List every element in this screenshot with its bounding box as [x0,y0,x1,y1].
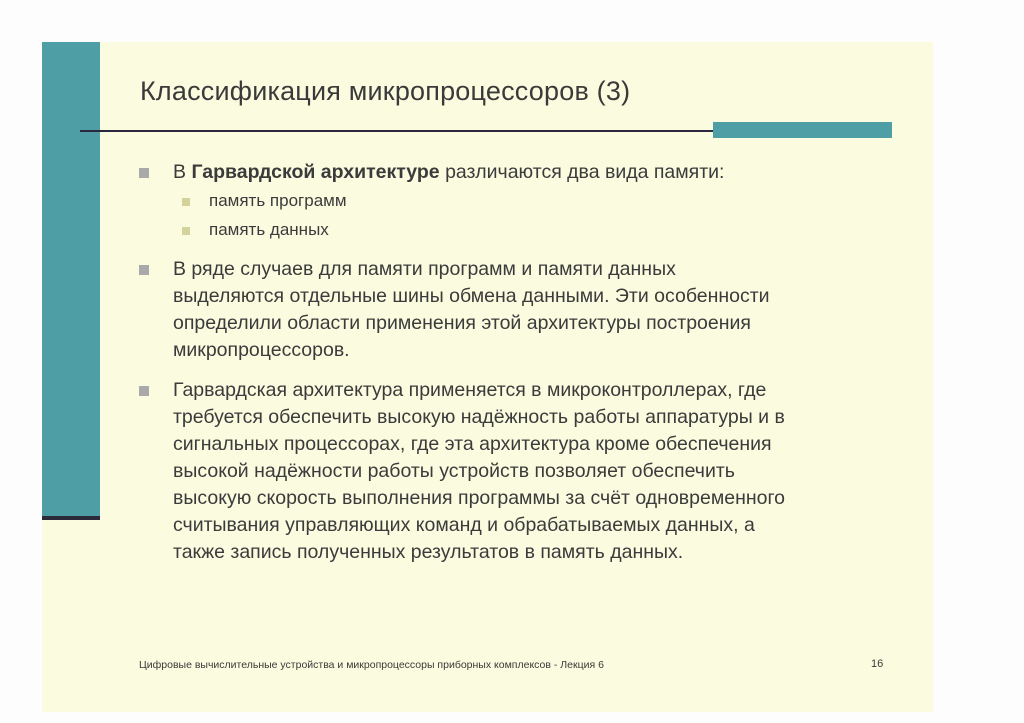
bullet-1 [139,159,879,186]
title-accent-block [713,122,892,138]
bullet-2-line-3: определили области применения этой архитектуры построения [173,312,751,334]
sub-bullet-1-text: память программ [209,191,347,210]
bullet-2-line-1: В ряде случаев для памяти программ и памяти данных [173,258,676,280]
bullet-square-icon [139,265,149,275]
bullet-3-line-7: также запись полученных результатов в память данных. [173,541,684,563]
slide [42,42,933,712]
bullet-1-prefix: В [173,161,192,183]
slide-footer: Цифровые вычислительные устройства и микропроцессоры приборных комплексов - Лекция 6 [139,659,604,671]
bullet-1-bold: Гарвардской архитектуре [191,161,440,183]
bullet-3-line-3: сигнальных процессорах, где эта архитектура кроме обеспечения [173,433,772,455]
bullet-3-line-6: считывания управляющих команд и обрабатываемых данных, а [173,514,755,536]
sub-bullet-2-text: память данных [209,220,329,239]
sub-bullet-1 [139,186,879,215]
slide-title: Классификация микропроцессоров (3) [140,76,631,106]
bullet-square-icon [139,168,149,178]
bullet-3-line-2: требуется обеспечить высокую надёжность работы аппаратуры и в [173,406,785,428]
slide-content [139,159,879,566]
bullet-2 [139,256,879,364]
bullet-3-line-1: Гарвардская архитектура применяется в микроконтроллерах, где [173,379,767,401]
bullet-3-line-5: высокую скорость выполнения программы за счёт одновременного [173,487,786,509]
sub-bullet-square-icon [182,227,190,235]
sub-bullet-square-icon [182,198,190,206]
left-accent-bar [42,42,100,520]
bullet-square-icon [139,386,149,396]
left-accent-bar-edge [42,516,100,520]
bullet-3 [139,377,879,566]
sub-bullet-2 [139,215,879,244]
bullet-1-text [173,159,879,186]
bullet-2-line-4: микропроцессоров. [173,339,350,361]
bullet-2-line-2: выделяются отдельные шины обмена данными. Эти особенности [173,285,770,307]
bullet-1-suffix: различаются два вида памяти: [439,161,725,183]
page-number: 16 [871,658,884,670]
bullet-3-line-4: высокой надёжности работы устройств позволяет обеспечить [173,460,735,482]
